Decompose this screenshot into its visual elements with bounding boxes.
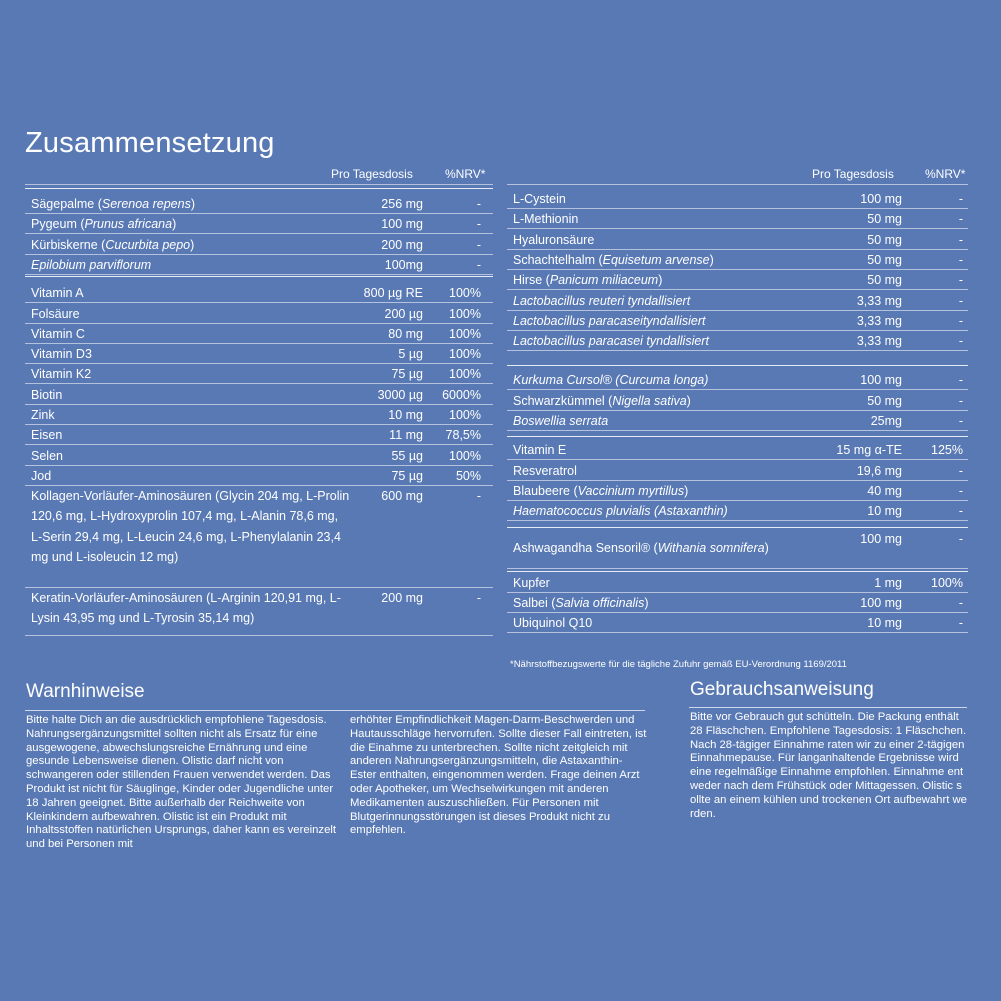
latin-name: Epilobium parviflorum (31, 257, 152, 272)
table-row (25, 588, 493, 636)
header-nrv: %NRV* (925, 167, 966, 181)
latin-name: Haematococcus pluvialis (Astaxanthin) (513, 504, 728, 519)
composition-table-right (507, 167, 968, 647)
table-row (25, 344, 493, 364)
warnings-divider (25, 710, 645, 711)
amount: 40 mg (867, 483, 902, 498)
ingredient-name (513, 391, 691, 411)
usage-title: Gebrauchsanweisung (690, 679, 874, 700)
amount: 100 mg (381, 217, 423, 232)
table-row (507, 461, 968, 481)
group-separator (507, 571, 968, 572)
ingredient-name: Ubiquinol Q10 (513, 616, 593, 631)
latin-name: Lactobacillus reuteri tyndallisiert (513, 293, 691, 308)
ingredient-name (513, 270, 662, 290)
latin-name: Boswellia serrata (513, 414, 609, 428)
nrv: 100% (449, 286, 481, 301)
nrv: - (958, 293, 963, 308)
header-amount: Pro Tagesdosis (812, 167, 894, 181)
nrv: 100% (449, 408, 481, 422)
ingredient-name (31, 255, 151, 275)
latin-name: Kurkuma Cursol® (Curcuma longa) (513, 373, 709, 388)
table-row (507, 440, 968, 460)
amount: 3,33 mg (856, 334, 902, 349)
nrv: - (476, 591, 481, 606)
amount: 3,33 mg (856, 293, 902, 308)
amount: 100 mg (860, 192, 902, 206)
composition-table-left (25, 167, 493, 657)
amount: 10 mg (388, 408, 423, 422)
name-suffix: ) (644, 595, 649, 610)
amount: 25mg (870, 414, 902, 428)
ingredient-name (513, 501, 728, 521)
amount: 600 mg (381, 489, 423, 504)
ingredient-name: L-Cystein (513, 192, 566, 206)
name-prefix: Ashwagandha Sensoril® ( (513, 540, 658, 555)
amount: 5 µg (398, 347, 423, 362)
amount: 50 mg (867, 252, 902, 267)
amount: 80 mg (388, 326, 423, 341)
table-top-rule (25, 184, 493, 185)
header-nrv: %NRV* (445, 167, 486, 181)
nrv: - (958, 595, 963, 610)
name-prefix: Schachtelhalm ( (513, 252, 603, 267)
nrv: - (958, 252, 963, 267)
table-row (507, 613, 968, 633)
table-row (507, 501, 968, 521)
nrv: - (958, 414, 963, 428)
nrv: - (958, 334, 963, 349)
ingredient-name: Resveratrol (513, 463, 577, 478)
table-row (25, 235, 493, 255)
table-row (25, 364, 493, 384)
nrv: 50% (455, 468, 481, 483)
table-row (507, 411, 968, 431)
amount: 50 mg (867, 212, 902, 227)
nrv: - (476, 217, 481, 232)
name-prefix: Kürbiskerne ( (31, 237, 106, 252)
name-suffix: ) (684, 483, 689, 498)
ingredient-name (513, 593, 649, 613)
group-separator (25, 276, 493, 277)
table-row (25, 486, 493, 588)
ingredient-name: Zink (31, 408, 55, 422)
table-row (507, 529, 968, 569)
ingredient-name (513, 291, 690, 311)
amount: 800 µg RE (363, 286, 423, 301)
nrv: 78,5% (445, 428, 481, 443)
ingredient-name: Vitamin D3 (31, 347, 92, 362)
nrv: 100% (449, 367, 481, 382)
table-row (507, 481, 968, 501)
nrv: - (958, 616, 963, 631)
nrv: - (958, 504, 963, 519)
ingredient-name (513, 250, 714, 270)
latin-name: Vaccinium myrtillus (577, 483, 685, 498)
ingredient-name (31, 214, 176, 234)
ingredient-name (31, 235, 194, 255)
latin-name: Salvia officinalis (555, 595, 645, 610)
ingredient-name: Eisen (31, 428, 63, 443)
group-separator (507, 365, 968, 366)
amount: 11 mg (389, 428, 423, 443)
table-row (507, 593, 968, 613)
nrv: 100% (449, 326, 481, 341)
nrv: - (958, 531, 963, 546)
table-row (507, 573, 968, 593)
warnings-title: Warnhinweise (26, 681, 145, 702)
name-prefix: Schwarzkümmel ( (513, 393, 613, 408)
table-row (25, 304, 493, 324)
warnings-text-col2: erhöhter Empfindlichkeit Magen-Darm-Beschwerden und Hautausschläge hervorrufen. Sollte dieser Fall eintreten, ist die Einahme zu unterbrechen. Sollte nicht zeitgleich mit anderen Nahrungsergänzungsmitteln, die Astaxanthin-Ester enthalten, eingenommen werden. Frage deinen Arzt oder Apotheker, um Wechselwirkungen mit anderen Medikamenten auszuschließen. Für Personen mit Blutgerinnungsstörungen ist dieses Produkt nicht zu empfehlen. (350, 714, 647, 837)
latin-name: Equisetum arvense (602, 252, 710, 267)
amount: 19,6 mg (856, 463, 902, 478)
ingredient-name: Vitamin A (31, 286, 84, 301)
nrv: - (958, 393, 963, 408)
latin-name: Lactobacillus paracaseityndallisiert (513, 313, 706, 328)
ingredient-name: Vitamin C (31, 326, 85, 341)
nrv: - (958, 313, 963, 328)
nrv: 6000% (442, 387, 481, 402)
amount: 10 mg (867, 504, 902, 519)
name-suffix: ) (709, 252, 714, 267)
latin-name: Nigella sativa (612, 393, 687, 408)
nrv: 125% (931, 443, 963, 458)
ingredient-name: Hyaluronsäure (513, 232, 595, 247)
usage-text: Bitte vor Gebrauch gut schütteln. Die Packung enthält 28 Fläschchen. Empfohlene Tagesdosis: 1 Fläschchen. Nach 28-tägiger Einnahme raten wir zu einer 2-tägigen Einnahmepause. Für langanhaltende Ergebnisse wird eine regelmäßige Einnahme empfohlen. Einnahme entweder nach dem Frühstück oder Mittagessen. Olistic sollte an einem kühlen und trockenen Ort aufbewahrt werden. (690, 711, 967, 820)
table-row (507, 270, 968, 290)
table-row (25, 466, 493, 486)
nrv: - (958, 483, 963, 498)
ingredient-name: L-Methionin (513, 212, 579, 227)
latin-name: Cucurbita pepo (105, 237, 191, 252)
name-suffix: ) (190, 197, 195, 211)
warnings-text-col1: Bitte halte Dich an die ausdrücklich empfohlene Tagesdosis. Nahrungsergänzungsmittel sollten nicht als Ersatz für eine ausgewogene, abwechslungsreiche Ernährung und eine gesunde Lebensweise dienen. Olistic darf nicht von schwangeren oder stillenden Frauen verwendet werden. Das Produkt ist nicht für Säuglinge, Kinder oder Jugendliche unter 18 Jahren geeignet. Bitte außerhalb der Reichweite von Kleinkindern aufbewahren. Olistic ist ein Produkt mit Inhaltsstoffen natürlichen Ursprungs, daher kann es vereinzelt und bei Personen mit (26, 714, 337, 851)
amount: 75 µg (391, 468, 423, 483)
amount: 15 mg α-TE (836, 443, 902, 458)
table-row (507, 391, 968, 411)
latin-name: Serenoa repens (101, 197, 191, 211)
ingredient-name (31, 194, 195, 214)
table-row (25, 283, 493, 303)
amount: 200 mg (381, 591, 423, 606)
name-prefix: Sägepalme ( (31, 197, 102, 211)
ingredient-name: Selen (31, 448, 63, 463)
ingredient-name: Kupfer (513, 575, 550, 590)
ingredient-name: Kollagen-Vorläufer-Aminosäuren (Glycin 204 mg, L-Prolin 120,6 mg, L-Hydroxyprolin 107,4 mg, L-Alanin 78,6 mg, L-Serin 29,4 mg, L-Leucin 24,6 mg, L-Phenylalanin 23,4 mg und L-isoleucin 12 mg) (31, 489, 350, 565)
group-separator (507, 436, 968, 437)
table-row (25, 324, 493, 344)
nrv: - (958, 273, 963, 288)
table-row (507, 311, 968, 331)
table-row (25, 255, 493, 275)
ingredient-name: Jod (31, 468, 52, 483)
table-row (507, 291, 968, 311)
amount: 3,33 mg (856, 313, 902, 328)
name-suffix: ) (172, 217, 177, 232)
table-row (25, 425, 493, 445)
table-row (507, 331, 968, 351)
amount: 100 mg (860, 373, 902, 388)
table-row (507, 209, 968, 229)
name-prefix: Hirse ( (513, 273, 550, 288)
amount: 50 mg (867, 273, 902, 288)
latin-name: Prunus africana (84, 217, 173, 232)
ingredient-name (513, 411, 608, 431)
amount: 75 µg (391, 367, 423, 382)
table-row (507, 189, 968, 209)
amount: 3000 µg (377, 387, 423, 402)
amount: 50 mg (867, 393, 902, 408)
amount: 55 µg (391, 448, 423, 463)
nrv: - (958, 212, 963, 227)
amount: 1 mg (874, 575, 902, 590)
table-row (507, 250, 968, 270)
table-row (25, 194, 493, 214)
table-row (25, 385, 493, 405)
header-amount: Pro Tagesdosis (331, 167, 413, 181)
amount: 10 mg (867, 616, 902, 631)
ingredient-name: Folsäure (31, 306, 80, 321)
nrv: - (476, 237, 481, 252)
nrv: 100% (449, 448, 481, 463)
amount: 100mg (384, 257, 423, 272)
name-prefix: Pygeum ( (31, 217, 85, 232)
nrv: 100% (931, 575, 963, 590)
table-top-rule (507, 184, 968, 185)
nrv-footnote: *Nährstoffbezugswerte für die tägliche Zufuhr gemäß EU-Verordnung 1169/2011 (510, 659, 847, 670)
latin-name: Lactobacillus paracasei tyndallisiert (513, 334, 709, 349)
nrv: 100% (449, 306, 481, 321)
amount: 50 mg (867, 232, 902, 247)
table-row (25, 405, 493, 425)
table-row (25, 214, 493, 234)
name-suffix: ) (658, 273, 663, 288)
name-suffix: ) (764, 540, 769, 555)
ingredient-name (513, 481, 688, 501)
nrv: - (476, 489, 481, 504)
table-row (507, 370, 968, 390)
ingredient-name (513, 311, 705, 331)
ingredient-name: Biotin (31, 387, 63, 402)
nrv: - (958, 192, 963, 206)
amount: 200 mg (381, 237, 423, 252)
name-prefix: Blaubeere ( (513, 483, 578, 498)
table-row (25, 446, 493, 466)
nrv: - (476, 257, 481, 272)
nrv: - (476, 197, 481, 211)
page-title: Zusammensetzung (25, 127, 275, 159)
latin-name: Panicum miliaceum (549, 273, 659, 288)
ingredient-name: Keratin-Vorläufer-Aminosäuren (L-Arginin 120,91 mg, L-Lysin 43,95 mg und L-Tyrosin 35,14 mg) (31, 591, 341, 626)
ingredient-name: Vitamin K2 (31, 367, 92, 382)
amount: 256 mg (381, 197, 423, 211)
name-suffix: ) (190, 237, 195, 252)
nrv: - (958, 232, 963, 247)
ingredient-name (513, 538, 769, 558)
ingredient-name: Vitamin E (513, 443, 567, 458)
amount: 100 mg (860, 595, 902, 610)
amount: 100 mg (860, 531, 902, 546)
nrv: - (958, 463, 963, 478)
name-suffix: ) (686, 393, 691, 408)
nrv: - (958, 373, 963, 388)
amount: 200 µg (384, 306, 423, 321)
nrv: 100% (449, 347, 481, 362)
group-separator (507, 527, 968, 528)
usage-divider (689, 707, 967, 708)
ingredient-name (513, 331, 709, 351)
ingredient-name (513, 370, 708, 390)
group-separator (25, 188, 493, 189)
latin-name: Withania somnifera (657, 540, 765, 555)
table-row (507, 230, 968, 250)
name-prefix: Salbei ( (513, 595, 556, 610)
